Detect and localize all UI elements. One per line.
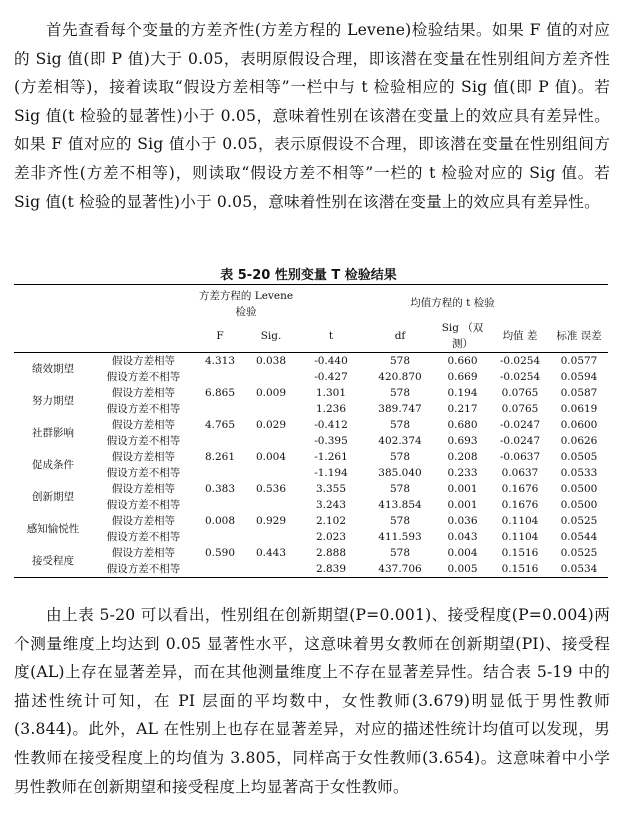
table-cell: 3.355 [315,483,347,495]
assumption-label: 假设方差不相等 [106,531,181,543]
table-cell: 0.0525 [560,515,598,527]
table-cell: 578 [389,451,411,463]
ttest-table [14,284,608,578]
table-row [14,449,608,465]
table-cell: 0.693 [447,435,478,447]
table-cell [245,433,297,449]
table-cell: 0.0626 [560,435,598,447]
col-header-df: df [365,320,435,353]
table-cell: 0.0600 [560,419,598,431]
table-row [14,529,608,545]
table-cell: 0.680 [447,419,478,431]
assumption-label: 假设方差不相等 [106,499,181,511]
variable-name: 努力期望 [32,395,74,407]
table-cell: 0.536 [255,483,287,495]
col-header-f: F [195,320,245,353]
table-row [14,561,608,578]
table-row [14,401,608,417]
assumption-label: 假设方差相等 [112,419,175,431]
table-cell: 0.008 [204,515,236,527]
levene-header: 方差方程的 Levene 检验 [198,290,294,318]
table-cell: -0.440 [314,355,348,367]
conclusion-paragraph: 由上表 5-20 可以看出，性别组在创新期望(P=0.001)、接受程度(P=0.004)两个测量维度上均达到 0.05 显著性水平，这意味着男女教师在创新期望(PI)、接受程度(AL)上存在显著差异，而在其他测量维度上不存在显著差异性。结合表 5-19 中的描述性统计可知，在 PI 层面的平均数中，女性教师(3.679)明显低于男性教师(3.844)。此外，AL 在性别上也存在显著差异，对应的描述性统计均值可以发现，男性教师在接受程度上的均值为 3.805，同样高于女性教师(3.654)。这意味着中小学男性教师在创新期望和接受程度上均显著高于女性教师。 [14,606,610,796]
table-cell: 4.765 [204,419,236,431]
table-cell: 0.0505 [560,451,598,463]
table-cell: 8.261 [204,451,236,463]
table-cell: 413.854 [378,499,422,511]
table-cell: 0.0637 [501,467,539,479]
table-cell [245,465,297,481]
table-cell: -1.261 [314,451,348,463]
table-cell: 0.0525 [560,547,598,559]
table-cell: 0.005 [447,563,478,575]
assumption-label: 假设方差不相等 [106,435,181,447]
table-cell: 578 [389,355,411,367]
col-header-sig: Sig. [245,320,297,353]
table-cell: 0.443 [255,547,287,559]
table-cell: 0.217 [447,403,478,415]
table-cell: -0.0254 [499,371,541,383]
table-cell: -0.395 [314,435,348,447]
table-cell: 0.590 [204,547,236,559]
intro-paragraph: 首先查看每个变量的方差齐性(方差方程的 Levene)检验结果。如果 F 值的对应的 Sig 值(即 P 值)大于 0.05，表明原假设合理，即该潜在变量在性别组间方差齐性(方差相等)，接着读取“假设方差相等”一栏中与 t 检验相应的 Sig 值(即 P 值)。若 Sig 值(t 检验的显著性)小于 0.05，意味着性别在该潜在变量上的效应具有差异性。如果 F 值对应的 Sig 值小于 0.05，表示原假设不合理，即该潜在变量在性别组间方差非齐性(方差不相等)，则读取“假设方差不相等”一栏的 t 检验对应的 Sig 值。若 Sig 值(t 检验的显著性)小于 0.05，意味着性别在该潜在变量上的效应具有差异性。 [14,21,610,211]
table-cell: -0.0254 [499,355,541,367]
table-cell: 578 [389,547,411,559]
table-cell: 0.383 [204,483,236,495]
assumption-label: 假设方差相等 [112,547,175,559]
variable-name: 绩效期望 [32,363,74,375]
table-cell: 3.243 [315,499,347,511]
table-cell [195,529,245,545]
table-cell: 0.001 [447,483,478,495]
table-cell: 578 [389,483,411,495]
table-cell: 0.208 [447,451,478,463]
table-cell: 4.313 [204,355,236,367]
table-cell: 2.023 [315,531,347,543]
table-row [14,353,608,370]
table-cell: 578 [389,515,411,527]
table-cell: 0.0544 [560,531,598,543]
assumption-label: 假设方差不相等 [106,403,181,415]
variable-name: 促成条件 [32,459,74,471]
table-row [14,369,608,385]
table-cell: 0.1516 [501,547,539,559]
col-header-t: t [297,320,365,353]
assumption-label: 假设方差相等 [112,451,175,463]
table-cell: 0.669 [447,371,478,383]
table-cell: 0.1104 [501,531,539,543]
table-cell: 0.1676 [501,483,539,495]
table-cell: 402.374 [378,435,422,447]
table-cell: -0.427 [314,371,348,383]
table-cell: 1.301 [315,387,347,399]
table-cell: 0.0619 [560,403,598,415]
assumption-label: 假设方差相等 [112,515,175,527]
table-cell: 0.929 [255,515,287,527]
variable-name: 社群影响 [32,427,74,439]
col-header-mean-diff: 均值 差 [490,320,550,353]
table-cell: -0.412 [314,419,348,431]
table-cell: 0.036 [447,515,478,527]
table-row [14,385,608,401]
table-cell: 0.004 [255,451,287,463]
table-cell [245,401,297,417]
table-cell: -0.0247 [499,435,541,447]
table-cell: 0.233 [447,467,478,479]
table-cell: 1.236 [315,403,347,415]
col-header-std-error: 标准 误差 [550,320,608,353]
table-cell [195,369,245,385]
table-cell: 0.660 [447,355,478,367]
table-cell: 389.747 [378,403,422,415]
table-cell: 420.870 [378,371,422,383]
table-cell: 0.0577 [560,355,598,367]
table-cell [195,561,245,578]
table-cell: 2.102 [315,515,347,527]
table-cell: 0.1104 [501,515,539,527]
table-cell: 0.0765 [501,403,539,415]
table-cell: 0.0534 [560,563,598,575]
table-cell [195,497,245,513]
table-cell: 2.888 [315,547,347,559]
table-cell: 6.865 [204,387,236,399]
ttest-header: 均值方程的 t 检验 [410,296,495,309]
variable-name: 接受程度 [32,555,74,567]
table-cell [195,465,245,481]
table-cell: 0.194 [447,387,478,399]
table-cell: -1.194 [314,467,348,479]
table-row [14,433,608,449]
table-cell: 0.0587 [560,387,598,399]
table-cell [245,369,297,385]
table-cell: 0.0765 [501,387,539,399]
table-cell: 0.004 [447,547,478,559]
assumption-label: 假设方差不相等 [106,563,181,575]
table-cell: -0.0247 [499,419,541,431]
table-cell [245,497,297,513]
table-row [14,465,608,481]
table-cell: 0.0500 [560,483,598,495]
assumption-label: 假设方差相等 [112,387,175,399]
table-row [14,545,608,561]
table-cell: 385.040 [378,467,422,479]
table-cell: 0.001 [447,499,478,511]
table-cell: 0.0533 [560,467,598,479]
table-row [14,513,608,529]
table-cell [195,401,245,417]
variable-name: 创新期望 [32,491,74,503]
table-cell: 0.038 [255,355,287,367]
table-cell: 0.029 [255,419,287,431]
table-cell: 0.009 [255,387,287,399]
table-cell: 0.0500 [560,499,598,511]
assumption-label: 假设方差不相等 [106,371,181,383]
table-cell: -0.0637 [499,451,541,463]
table-cell [195,433,245,449]
table-cell: 411.593 [378,531,422,543]
table-cell: 0.0594 [560,371,598,383]
assumption-label: 假设方差相等 [112,483,175,495]
table-cell [245,561,297,578]
table-row [14,481,608,497]
table-caption: 表 5-20 性别变量 T 检验结果 [220,268,397,283]
table-cell: 2.839 [315,563,347,575]
assumption-label: 假设方差相等 [112,355,175,367]
table-cell: 0.1676 [501,499,539,511]
variable-name: 感知愉悦性 [26,523,80,535]
table-cell: 0.1516 [501,563,539,575]
table-cell: 437.706 [378,563,422,575]
col-header-sig-two-tailed: Sig （双测） [435,320,490,353]
table-cell: 578 [389,387,411,399]
assumption-label: 假设方差不相等 [106,467,181,479]
table-cell: 0.043 [447,531,478,543]
table-cell: 578 [389,419,411,431]
table-cell [245,529,297,545]
table-row [14,417,608,433]
table-row [14,497,608,513]
